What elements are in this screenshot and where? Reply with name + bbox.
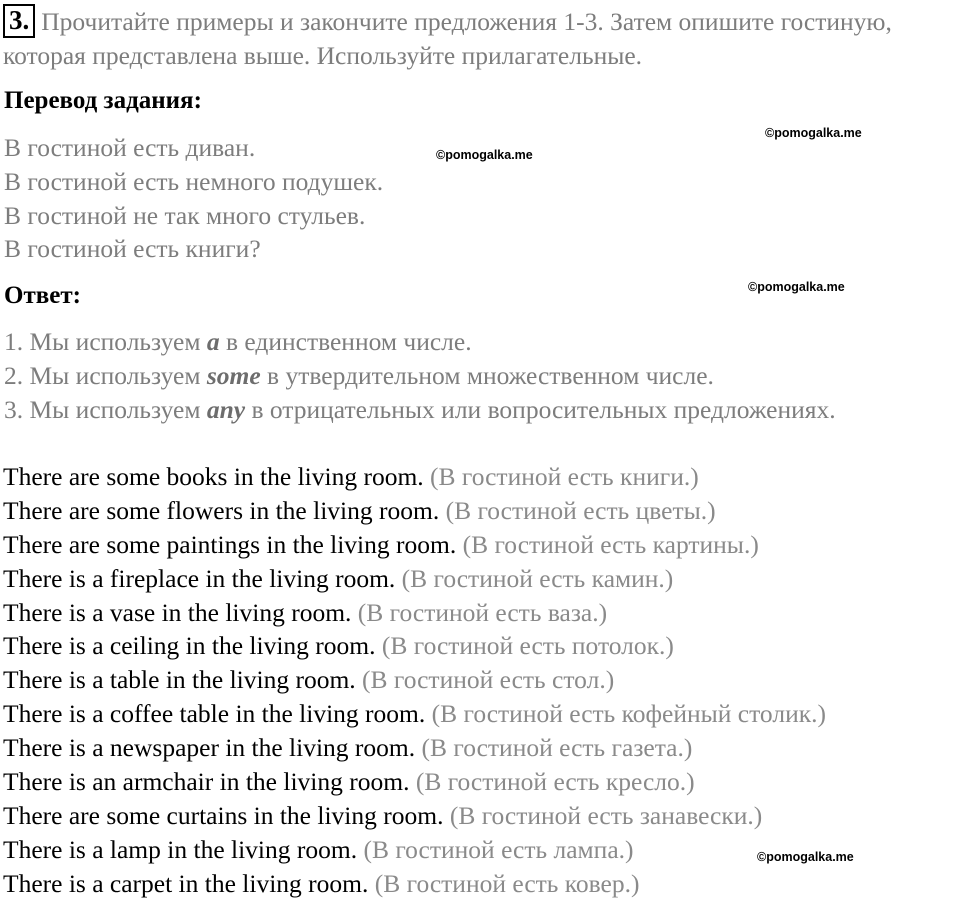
translation-line: В гостиной есть немного подушек.: [4, 166, 384, 196]
sentence-line: [3, 596, 958, 630]
task-instruction: Прочитайте примеры и закончите предложения 1-3. Затем опишите гостиную, которая представлена выше. Используйте прилагательные.: [3, 7, 892, 70]
english-sentence: There is a vase in the living room.: [3, 597, 352, 627]
english-sentence: There is a newspaper in the living room.: [3, 733, 416, 763]
rule-text: 2. Мы используем: [4, 360, 207, 390]
translation-line: В гостиной есть диван.: [4, 133, 256, 162]
translation-line: В гостиной есть книги?: [4, 234, 261, 264]
answer-sentences: [3, 460, 958, 901]
english-sentence: There is a coffee table in the living room.: [3, 699, 426, 729]
sentence-line: [3, 494, 958, 528]
russian-gloss: (В гостиной есть камин.): [401, 563, 674, 593]
russian-gloss: (В гостиной есть ваза.): [357, 597, 608, 627]
english-sentence: There is a fireplace in the living room.: [3, 563, 396, 593]
russian-gloss: (В гостиной есть занавески.): [449, 800, 763, 830]
russian-gloss: (В гостиной есть ковер.): [374, 868, 640, 898]
rule-keyword: any: [206, 394, 246, 424]
english-sentence: There are some curtains in the living room.: [3, 800, 444, 830]
rule-text: в отрицательных или вопросительных предложениях.: [245, 394, 836, 424]
english-sentence: There is a lamp in the living room.: [3, 834, 358, 864]
russian-gloss: (В гостиной есть газета.): [421, 733, 693, 763]
russian-gloss: (В гостиной есть лампа.): [363, 834, 634, 864]
russian-gloss: (В гостиной есть книги.): [430, 462, 699, 491]
russian-gloss: (В гостиной есть картины.): [462, 529, 759, 559]
english-sentence: There is a ceiling in the living room.: [3, 631, 376, 661]
watermark: ©pomogalka.me: [748, 280, 845, 294]
english-sentence: There is a table in the living room.: [3, 665, 356, 695]
rule-line: [4, 325, 959, 359]
sentence-line: [3, 663, 958, 697]
russian-gloss: (В гостиной есть кофейный столик.): [431, 699, 826, 729]
sentence-line: [3, 799, 958, 833]
watermark: ©pomogalka.me: [436, 148, 533, 162]
sentence-line: [3, 731, 958, 765]
english-sentence: There are some books in the living room.: [3, 462, 424, 491]
rule-keyword: a: [206, 327, 220, 356]
russian-gloss: (В гостиной есть кресло.): [415, 767, 695, 797]
english-sentence: There is a carpet in the living room.: [3, 868, 369, 898]
rule-line: [4, 359, 959, 393]
task-number: 3.: [3, 4, 35, 38]
sentence-line: [3, 867, 958, 901]
english-sentence: There is an armchair in the living room.: [3, 767, 410, 797]
watermark: ©pomogalka.me: [757, 850, 854, 864]
rule-text: в утвердительном множественном числе.: [260, 360, 714, 390]
russian-gloss: (В гостиной есть стол.): [362, 665, 615, 695]
sentence-line: [3, 460, 958, 494]
rule-keyword: some: [206, 360, 261, 390]
rule-text: 1. Мы используем: [4, 327, 207, 356]
sentence-line: [3, 765, 958, 799]
russian-gloss: (В гостиной есть потолок.): [381, 631, 674, 661]
sentence-line: [3, 562, 958, 596]
task-header: [3, 4, 953, 73]
rule-text: в единственном числе.: [219, 327, 472, 356]
translation-line: В гостиной не так много стульев.: [4, 200, 366, 230]
russian-gloss: (В гостиной есть цветы.): [445, 495, 716, 525]
english-sentence: There are some flowers in the living room.: [3, 495, 440, 525]
answer-title: Ответ:: [4, 282, 81, 309]
sentence-line: [3, 629, 958, 663]
answer-rules: [4, 325, 959, 426]
sentence-line: [3, 697, 958, 731]
english-sentence: There are some paintings in the living room.: [3, 529, 457, 559]
translation-title: Перевод задания:: [4, 87, 202, 114]
rule-text: 3. Мы используем: [4, 394, 207, 424]
watermark: ©pomogalka.me: [765, 126, 862, 140]
sentence-line: [3, 528, 958, 562]
rule-line: [4, 393, 959, 427]
